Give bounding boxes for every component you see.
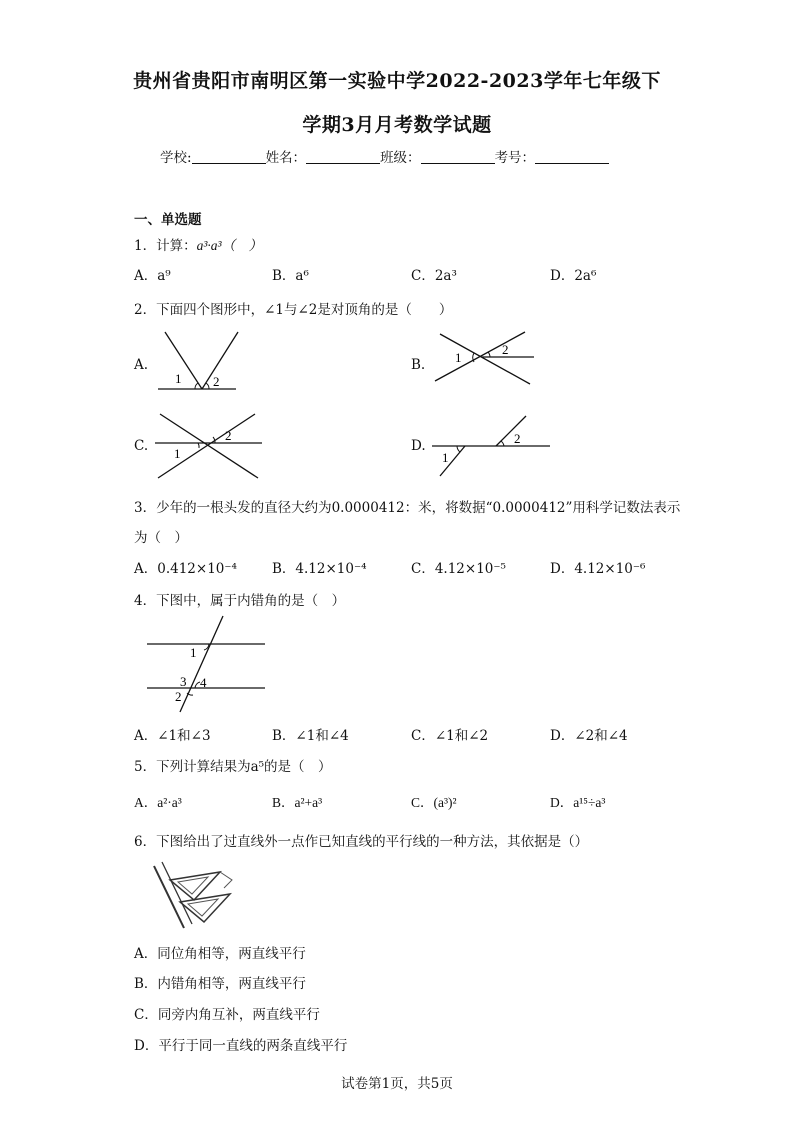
q1-expression: a³·a³（ ） bbox=[196, 238, 263, 253]
q3-option-a[interactable]: A．0.412×10⁻⁴ bbox=[134, 561, 237, 577]
q5-option-a[interactable]: A．a²·a³ bbox=[134, 795, 182, 810]
exam-title-line1: 贵州省贵阳市南明区第一实验中学2022-2023学年七年级下 bbox=[133, 70, 661, 92]
q2a-angle-1: 1 bbox=[175, 371, 182, 386]
class-label: 班级： bbox=[380, 150, 421, 166]
q4-option-a[interactable]: A．∠1和∠3 bbox=[134, 728, 211, 744]
q3-option-d[interactable]: D．4.12×10⁻⁶ bbox=[550, 561, 646, 577]
q2c-angle-2: 2 bbox=[225, 428, 232, 443]
q5-stem: 5．下列计算结果为a⁵的是（ ） bbox=[134, 759, 332, 775]
student-info bbox=[160, 146, 609, 166]
q1-option-d[interactable]: D．2a⁶ bbox=[550, 268, 597, 284]
q4-angle-4: 4 bbox=[200, 675, 207, 690]
q2-figure-c bbox=[150, 410, 265, 485]
q4-stem: 4．下图中，属于内错角的是（ ） bbox=[134, 593, 346, 609]
q2-figure-a bbox=[150, 328, 250, 398]
q2-option-a-label[interactable]: A. bbox=[134, 357, 149, 373]
q4-angle-1: 1 bbox=[190, 645, 197, 660]
q2a-angle-2: 2 bbox=[213, 374, 220, 389]
page-footer: 试卷第1页，共5页 bbox=[341, 1076, 453, 1092]
q2c-angle-1: 1 bbox=[174, 446, 181, 461]
q4-option-c[interactable]: C．∠1和∠2 bbox=[411, 728, 489, 744]
q4-option-b[interactable]: B．∠1和∠4 bbox=[272, 728, 349, 744]
q2d-angle-2: 2 bbox=[514, 431, 521, 446]
school-label: 学校: bbox=[160, 150, 192, 166]
q6-option-d[interactable]: D．平行于同一直线的两条直线平行 bbox=[134, 1038, 348, 1054]
q1-stem-text: 1．计算： bbox=[134, 238, 197, 254]
name-blank[interactable] bbox=[306, 149, 380, 164]
q6-option-a[interactable]: A．同位角相等，两直线平行 bbox=[134, 946, 306, 962]
q5-option-d[interactable]: D．a¹⁵÷a³ bbox=[550, 795, 606, 810]
q3-option-c[interactable]: C．4.12×10⁻⁵ bbox=[411, 561, 506, 577]
exam-title-line2: 学期3月月考数学试题 bbox=[302, 114, 492, 136]
q1-option-a[interactable]: A．a⁹ bbox=[134, 268, 171, 284]
section-heading: 一、单选题 bbox=[134, 212, 202, 228]
name-label: 姓名： bbox=[265, 150, 307, 166]
q4-option-d[interactable]: D．∠2和∠4 bbox=[550, 728, 628, 744]
q6-figure-ruler-triangle bbox=[150, 858, 240, 930]
q2-figure-d bbox=[430, 412, 555, 480]
q6-stem: 6．下图给出了过直线外一点作已知直线的平行线的一种方法，其依据是（） bbox=[134, 834, 589, 850]
q2b-angle-2: 2 bbox=[502, 342, 509, 357]
q1-stem bbox=[134, 234, 262, 254]
q1-option-b[interactable]: B．a⁶ bbox=[272, 268, 309, 284]
class-blank[interactable] bbox=[421, 149, 495, 164]
q6-option-c[interactable]: C．同旁内角互补，两直线平行 bbox=[134, 1007, 320, 1023]
q6-option-b[interactable]: B．内错角相等，两直线平行 bbox=[134, 976, 306, 992]
q2-option-c-label[interactable]: C. bbox=[134, 438, 149, 454]
q5-option-b[interactable]: B．a²+a³ bbox=[272, 795, 323, 810]
q2d-angle-1: 1 bbox=[442, 450, 449, 465]
q2-stem: 2．下面四个图形中，∠1与∠2是对顶角的是（ ） bbox=[134, 302, 453, 318]
school-blank[interactable] bbox=[192, 149, 266, 164]
q1-option-c[interactable]: C．2a³ bbox=[411, 268, 457, 284]
q2-option-b-label[interactable]: B. bbox=[411, 357, 426, 373]
q3-stem-line2: 为（ ） bbox=[134, 530, 188, 546]
q2b-angle-1: 1 bbox=[455, 350, 462, 365]
exam-no-label: 考号： bbox=[494, 150, 536, 166]
q4-figure bbox=[145, 614, 270, 714]
exam-no-blank[interactable] bbox=[535, 149, 609, 164]
q2-figure-b bbox=[430, 328, 540, 388]
q2-option-d-label[interactable]: D. bbox=[411, 438, 426, 454]
q3-option-b[interactable]: B．4.12×10⁻⁴ bbox=[272, 561, 367, 577]
q3-stem-line1: 3．少年的一根头发的直径大约为0.0000412：米，将数据“0.0000412”用科学记数法表示 bbox=[134, 500, 681, 516]
q4-angle-3: 3 bbox=[180, 674, 187, 689]
q5-option-c[interactable]: C．(a³)² bbox=[411, 795, 457, 810]
q4-angle-2: 2 bbox=[175, 689, 182, 704]
